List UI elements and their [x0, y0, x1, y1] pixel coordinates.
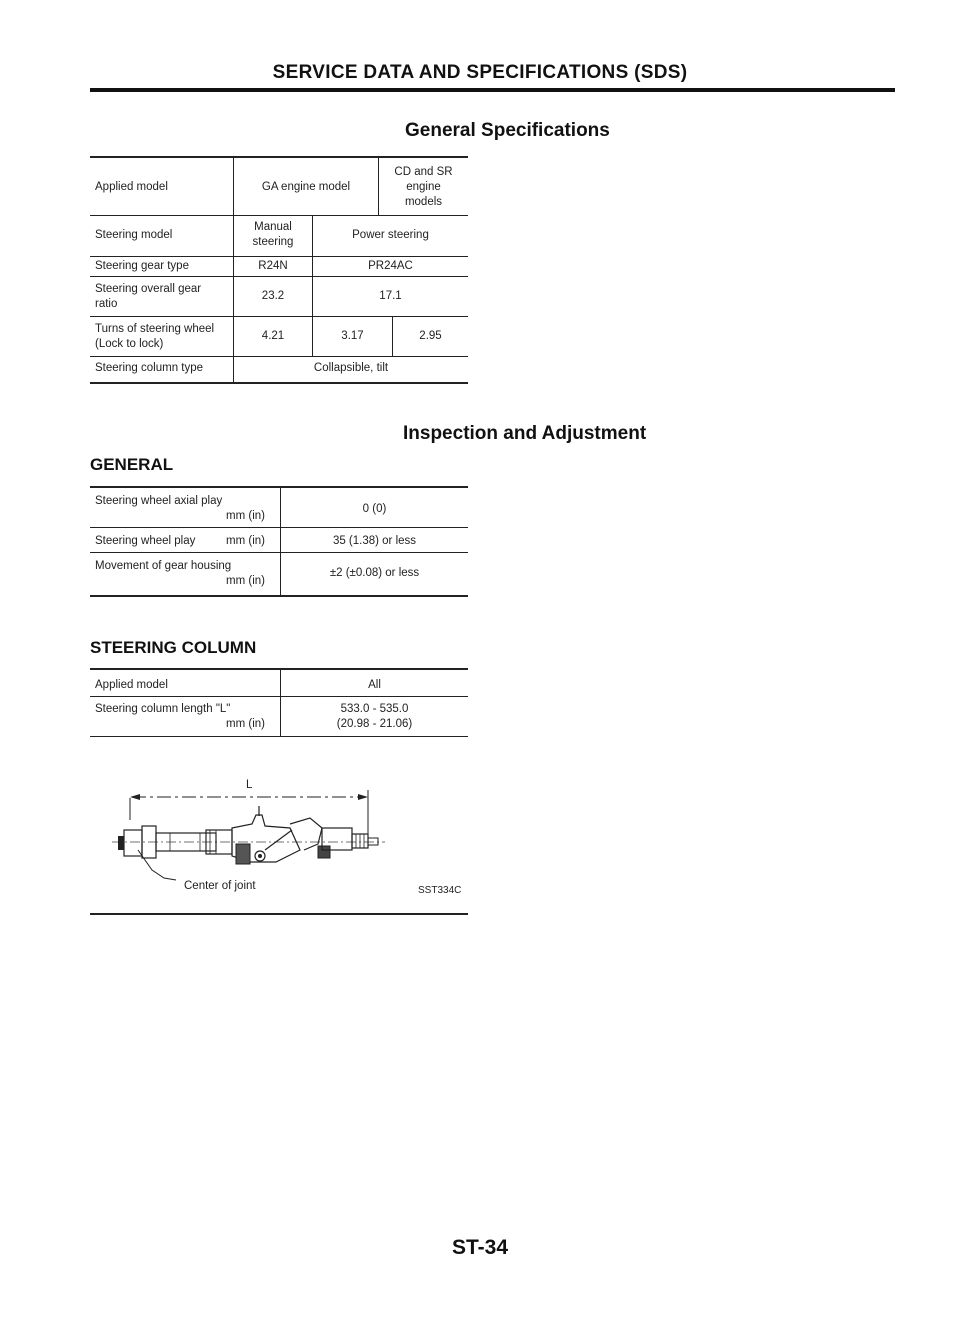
dimension-label-L: L: [246, 779, 253, 791]
gear-housing-unit: mm (in): [226, 575, 265, 587]
col-cd-sr-line3: models: [404, 196, 443, 208]
col-ga-engine-model: GA engine model: [261, 181, 351, 193]
row-steering-model-label: Steering model: [95, 229, 173, 241]
row-turns-label-2: (Lock to lock): [95, 338, 164, 350]
row-turns-label-1: Turns of steering wheel: [95, 323, 215, 335]
row-overall-ratio-label-2: ratio: [95, 298, 118, 310]
figure-code: SST334C: [418, 885, 462, 896]
row-gear-type-power: PR24AC: [368, 260, 413, 272]
col-cd-sr-line1: CD and SR: [394, 166, 453, 178]
row-gear-type-label: Steering gear type: [95, 260, 189, 272]
row-column-type-value: Collapsible, tilt: [313, 362, 389, 374]
row-overall-ratio-manual: 23.2: [261, 290, 285, 302]
wheel-play-label: Steering wheel play: [95, 535, 196, 547]
column-length-value-2: (20.98 - 21.06): [336, 718, 413, 730]
gear-housing-value: ±2 (±0.08) or less: [329, 567, 420, 579]
row-overall-ratio-power: 17.1: [379, 290, 402, 302]
axial-play-unit: mm (in): [226, 510, 265, 522]
col-applied-model: Applied model: [95, 181, 168, 193]
page-number: ST-34: [451, 1236, 509, 1259]
row-steering-model-power: Power steering: [352, 229, 429, 241]
row-overall-ratio-label-1: Steering overall gear: [95, 283, 202, 295]
general-subtitle: GENERAL: [90, 455, 174, 474]
gear-housing-label: Movement of gear housing: [95, 560, 232, 572]
figure-bottom-rule: [90, 913, 468, 915]
page-header-title: SERVICE DATA AND SPECIFICATIONS (SDS): [272, 62, 688, 83]
wheel-play-value: 35 (1.38) or less: [332, 535, 417, 547]
general-specifications-title: General Specifications: [405, 120, 610, 141]
row-column-type-label: Steering column type: [95, 362, 204, 374]
col-cd-sr-line2: engine: [406, 181, 441, 193]
axial-play-label: Steering wheel axial play: [95, 495, 223, 507]
row-turns-ga-power: 3.17: [341, 330, 364, 342]
inspection-adjustment-title: Inspection and Adjustment: [403, 423, 647, 444]
column-length-label: Steering column length "L": [95, 703, 231, 715]
row-steering-model-manual-1: Manual: [254, 221, 292, 233]
steering-column-drawing: [100, 770, 480, 900]
row-turns-cd-sr: 2.95: [419, 330, 442, 342]
row-steering-model-manual-2: steering: [252, 236, 294, 248]
steering-column-subtitle: STEERING COLUMN: [90, 638, 257, 657]
row-turns-manual: 4.21: [261, 330, 285, 342]
applied-model-value: All: [368, 679, 381, 691]
column-length-unit: mm (in): [226, 718, 265, 730]
row-gear-type-manual: R24N: [258, 260, 288, 272]
applied-model-label: Applied model: [95, 679, 168, 691]
axial-play-value: 0 (0): [362, 503, 387, 515]
steering-column-figure: [100, 770, 480, 900]
column-length-value-1: 533.0 - 535.0: [340, 703, 409, 715]
wheel-play-unit: mm (in): [226, 535, 265, 547]
center-of-joint-label: Center of joint: [184, 880, 256, 892]
